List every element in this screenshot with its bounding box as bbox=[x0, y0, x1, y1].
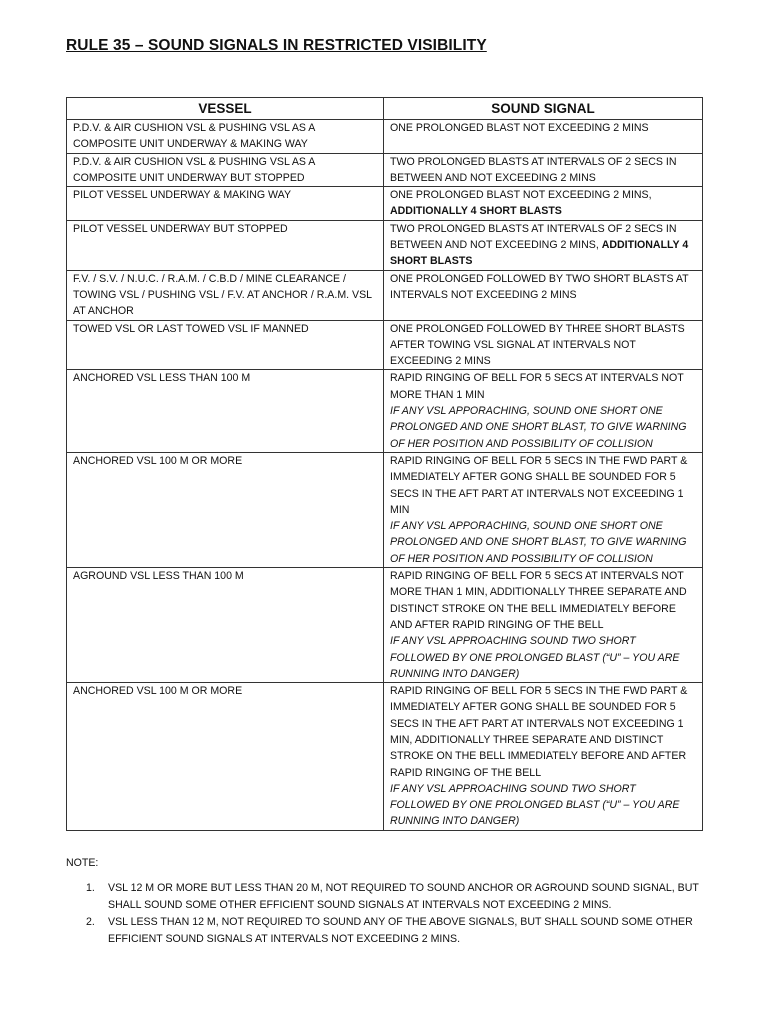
signal-text: ONE PROLONGED BLAST NOT EXCEEDING 2 MINS, bbox=[390, 189, 652, 202]
note-text: VSL LESS THAN 12 M, NOT REQUIRED TO SOUND ANY OF THE ABOVE SIGNALS, BUT SHALL SOUND SOME OTHER EFFICIENT SOUND SIGNALS AT INTERVALS NOT EXCEEDING 2 MINS. bbox=[108, 916, 693, 945]
note-item bbox=[86, 914, 706, 948]
vessel-cell: P.D.V. & AIR CUSHION VSL & PUSHING VSL AS A COMPOSITE UNIT UNDERWAY & MAKING WAY bbox=[67, 120, 384, 154]
note-text: VSL 12 M OR MORE BUT LESS THAN 20 M, NOT REQUIRED TO SOUND ANCHOR OR AGROUND SOUND SIGNAL, BUT SHALL SOUND SOME OTHER EFFICIENT SOUND SIGNALS AT INTERVALS NOT EXCEEDING 2 MINS. bbox=[108, 882, 699, 911]
vessel-cell: P.D.V. & AIR CUSHION VSL & PUSHING VSL AS A COMPOSITE UNIT UNDERWAY BUT STOPPED bbox=[67, 153, 384, 187]
note-item bbox=[86, 880, 706, 914]
signal-warning-note: IF ANY VSL APPROACHING SOUND TWO SHORT FOLLOWED BY ONE PROLONGED BLAST (“U” – YOU ARE RUNNING INTO DANGER) bbox=[390, 782, 680, 828]
signal-text: TWO PROLONGED BLASTS AT INTERVALS OF 2 SECS IN BETWEEN AND NOT EXCEEDING 2 MINS, bbox=[390, 222, 677, 252]
signal-cell bbox=[384, 320, 703, 370]
signal-emphasis: ADDITIONALLY 4 SHORT BLASTS bbox=[390, 239, 689, 268]
note-number: 1. bbox=[86, 882, 95, 894]
vessel-cell: PILOT VESSEL UNDERWAY BUT STOPPED bbox=[67, 220, 384, 270]
signal-cell bbox=[384, 452, 703, 567]
signal-cell bbox=[384, 370, 703, 452]
vessel-cell: AGROUND VSL LESS THAN 100 M bbox=[67, 568, 384, 683]
signal-text: RAPID RINGING OF BELL FOR 5 SECS IN THE FWD PART & IMMEDIATELY AFTER GONG SHALL BE SOUNDED FOR 5 SECS IN THE AFT PART AT INTERVALS NOT EXCEEDING 1 MIN, ADDITIONALLY THREE SEPARATE AND DISTINCT STROKE ON THE BELL IMMEDIATELY BEFORE AND AFTER RAPID RINGING OF THE BELL bbox=[390, 685, 688, 779]
vessel-cell: F.V. / S.V. / N.U.C. / R.A.M. / C.B.D / MINE CLEARANCE / TOWING VSL / PUSHING VSL / F.V. AT ANCHOR / R.A.M. VSL AT ANCHOR bbox=[67, 270, 384, 320]
table-row bbox=[67, 270, 703, 320]
signal-cell bbox=[384, 270, 703, 320]
signal-cell bbox=[384, 568, 703, 683]
sound-signal-column-header: SOUND SIGNAL bbox=[384, 98, 703, 120]
signal-emphasis: ADDITIONALLY 4 SHORT BLASTS bbox=[390, 205, 562, 218]
signal-text: ONE PROLONGED FOLLOWED BY THREE SHORT BLASTS AFTER TOWING VSL SIGNAL AT INTERVALS NOT EXCEEDING 2 MINS bbox=[390, 322, 685, 368]
vessel-cell: TOWED VSL OR LAST TOWED VSL IF MANNED bbox=[67, 320, 384, 370]
table-row bbox=[67, 153, 703, 187]
table-header-row bbox=[67, 98, 703, 120]
signal-text: TWO PROLONGED BLASTS AT INTERVALS OF 2 SECS IN BETWEEN AND NOT EXCEEDING 2 MINS bbox=[390, 155, 677, 184]
signal-cell bbox=[384, 120, 703, 154]
signal-warning-note: IF ANY VSL APPORACHING, SOUND ONE SHORT ONE PROLONGED AND ONE SHORT BLAST, TO GIVE WARNING OF HER POSITION AND POSSIBILITY OF COLLISION bbox=[390, 520, 687, 565]
note-label: NOTE: bbox=[66, 857, 99, 869]
table-row bbox=[67, 683, 703, 831]
signal-cell bbox=[384, 187, 703, 221]
signal-cell bbox=[384, 153, 703, 187]
signal-text: RAPID RINGING OF BELL FOR 5 SECS IN THE FWD PART & IMMEDIATELY AFTER GONG SHALL BE SOUNDED FOR 5 SECS IN THE AFT PART AT INTERVALS NOT EXCEEDING 1 MIN bbox=[390, 454, 688, 516]
signal-warning-note: IF ANY VSL APPORACHING, SOUND ONE SHORT ONE PROLONGED AND ONE SHORT BLAST, TO GIVE WARNING OF HER POSITION AND POSSIBILITY OF COLLISION bbox=[390, 405, 687, 450]
sound-signals-table bbox=[66, 97, 703, 831]
table-row bbox=[67, 452, 703, 567]
table-row bbox=[67, 320, 703, 370]
signal-text: ONE PROLONGED BLAST NOT EXCEEDING 2 MINS bbox=[390, 122, 649, 134]
table-row bbox=[67, 568, 703, 683]
vessel-cell: PILOT VESSEL UNDERWAY & MAKING WAY bbox=[67, 187, 384, 221]
vessel-cell: ANCHORED VSL 100 M OR MORE bbox=[67, 452, 384, 567]
signal-text: RAPID RINGING OF BELL FOR 5 SECS AT INTERVALS NOT MORE THAN 1 MIN, ADDITIONALLY THREE SEPARATE AND DISTINCT STROKE ON THE BELL IMMEDIATELY BEFORE AND AFTER RAPID RINGING OF THE BELL bbox=[390, 570, 687, 631]
signal-text: RAPID RINGING OF BELL FOR 5 SECS AT INTERVALS NOT MORE THAN 1 MIN bbox=[390, 372, 684, 401]
signal-text: ONE PROLONGED FOLLOWED BY TWO SHORT BLASTS AT INTERVALS NOT EXCEEDING 2 MINS bbox=[390, 272, 689, 301]
signal-cell bbox=[384, 683, 703, 831]
vessel-cell: ANCHORED VSL 100 M OR MORE bbox=[67, 683, 384, 831]
page-title: RULE 35 – SOUND SIGNALS IN RESTRICTED VISIBILITY bbox=[66, 37, 487, 54]
note-section bbox=[66, 855, 706, 948]
table-row bbox=[67, 187, 703, 221]
table-row bbox=[67, 370, 703, 452]
vessel-column-header: VESSEL bbox=[67, 98, 384, 120]
signal-cell bbox=[384, 220, 703, 270]
note-number: 2. bbox=[86, 916, 95, 928]
table-row bbox=[67, 220, 703, 270]
vessel-cell: ANCHORED VSL LESS THAN 100 M bbox=[67, 370, 384, 452]
table-row bbox=[67, 120, 703, 154]
signal-warning-note: IF ANY VSL APPROACHING SOUND TWO SHORT FOLLOWED BY ONE PROLONGED BLAST (“U” – YOU ARE RUNNING INTO DANGER) bbox=[390, 635, 680, 680]
